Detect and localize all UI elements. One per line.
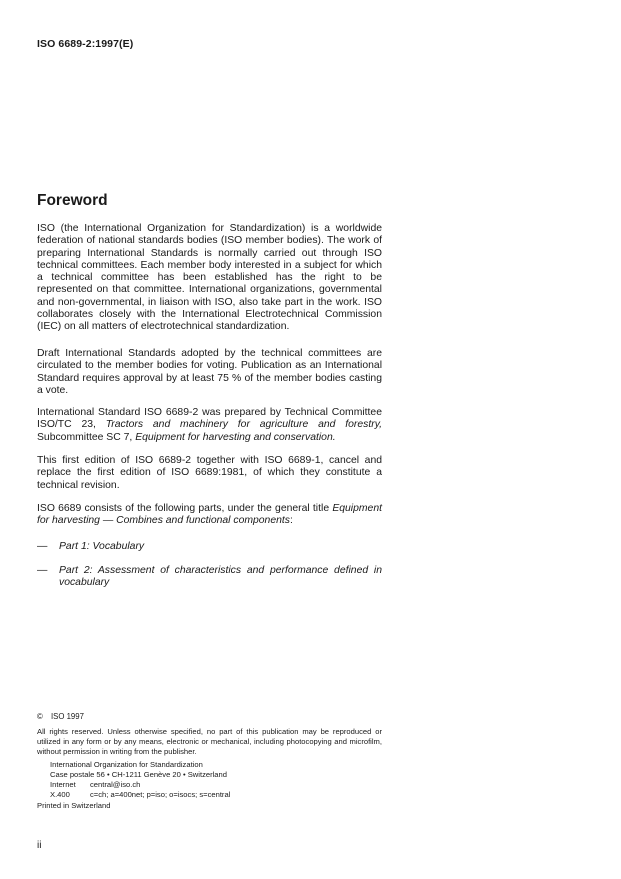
p5-general-title: Equipment for harvesting — Combines and functional components: [37, 503, 382, 527]
foreword-paragraph-2: Draft International Standards adopted by the technical committees are circulated to the member bodies for voting. Publication as an International Standard requires approval by at least 75 % of the member bodies casting a vote.: [37, 348, 382, 396]
parts-list-2: [37, 565, 382, 590]
document-id-header: ISO 6689-2:1997(E): [37, 38, 134, 50]
parts-list-1: [37, 541, 382, 553]
part-2-title: Part 2: Assessment of characteristics and performance defined in vocabulary: [59, 565, 382, 589]
rights-notice: All rights reserved. Unless otherwise specified, no part of this publication may be reproduced or utilized in any form or by any means, electronic or mechanical, including photocopying and microfilm, without permission in writing from the publisher.: [37, 727, 382, 756]
internet-value: central@iso.ch: [90, 780, 141, 789]
foreword-paragraph-5: [37, 503, 382, 528]
list-item: [37, 541, 382, 553]
p3-sc-title: Equipment for harvesting and conservation.: [135, 431, 336, 443]
internet-row: [50, 780, 230, 790]
internet-label: Internet: [50, 780, 76, 789]
page-number: ii: [37, 840, 42, 851]
foreword-paragraph-4: This first edition of ISO 6689-2 together with ISO 6689-1, cancel and replace the first edition of ISO 6689:1981, of which they constitute a technical revision.: [37, 455, 382, 491]
part-1-title: Part 1: Vocabulary: [59, 541, 145, 552]
x400-row: [50, 790, 230, 800]
printed-in: Printed in Switzerland: [37, 801, 111, 810]
p3-tc-title: Tractors and machinery for agriculture and forestry,: [105, 419, 382, 431]
org-name: International Organization for Standardization: [50, 760, 203, 769]
dash-marker: —: [37, 565, 48, 576]
p3-mid: Subcommittee SC 7,: [37, 431, 136, 443]
foreword-paragraph-1: ISO (the International Organization for Standardization) is a worldwide federation of national standards bodies (ISO member bodies). The work of preparing International Standards is normally carried out through ISO technical committees. Each member body interested in a subject for which a technical committee has been established has the right to be represented on that committee. International organizations, governmental and non-governmental, in liaison with ISO, also take part in the work. ISO collaborates closely with the International Electrotechnical Commission (IEC) on all matters of electrotechnical standardization.: [37, 223, 382, 332]
copyright-text: ISO 1997: [51, 712, 84, 721]
x400-value: c=ch; a=400net; p=iso; o=isocs; s=central: [90, 790, 231, 799]
p5-lead: ISO 6689 consists of the following parts, under the general title: [37, 503, 333, 514]
p5-end: :: [289, 515, 293, 527]
foreword-title: Foreword: [37, 192, 108, 209]
p3-lead: International Standard ISO 6689-2 was prepared by Technical Committee ISO/TC 23,: [37, 407, 382, 431]
publisher-address: [50, 760, 230, 800]
x400-label: X.400: [50, 790, 70, 799]
list-item: [37, 565, 382, 590]
dash-marker: —: [37, 541, 48, 552]
copyright-icon: ©: [37, 712, 43, 721]
copyright-line: [37, 712, 84, 721]
foreword-paragraph-3: [37, 407, 382, 444]
postal-address: Case postale 56 • CH-1211 Genève 20 • Switzerland: [50, 770, 227, 779]
